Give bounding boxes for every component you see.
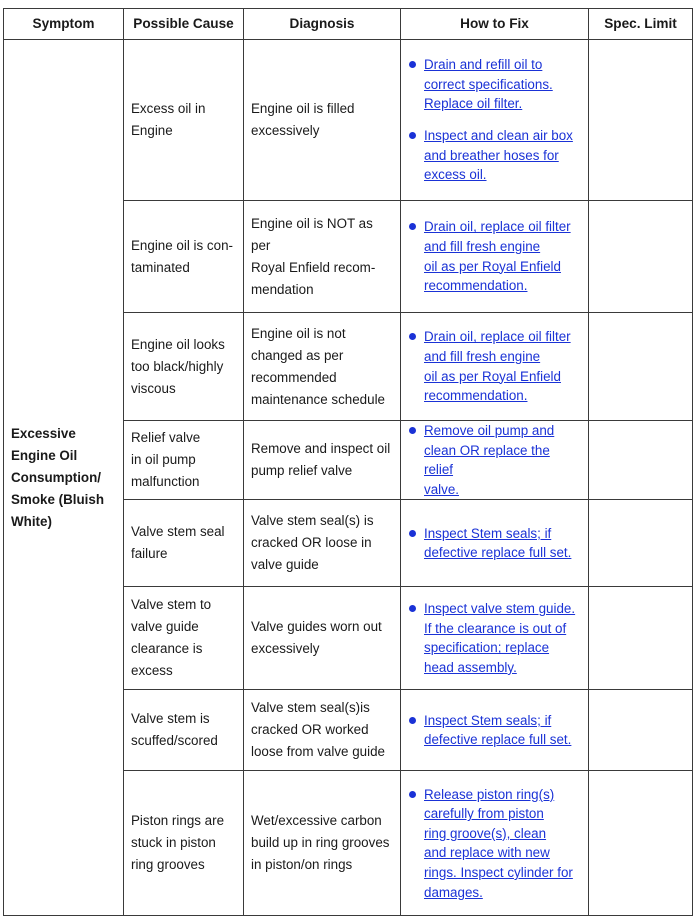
diagnosis-cell: Remove and inspect oil pump relief valve (244, 421, 401, 500)
symptom-cell: Excessive Engine Oil Consumption/ Smoke (Bluish White) (4, 40, 124, 916)
fix-list (408, 711, 581, 750)
fix-list (408, 785, 581, 903)
diagnosis-cell: Wet/excessive carbon build up in ring grooves in piston/on rings (244, 771, 401, 916)
fix-list (408, 524, 581, 563)
how-to-fix-cell (401, 690, 589, 771)
spec-limit-cell (589, 40, 693, 201)
header-symptom: Symptom (4, 9, 124, 40)
possible-cause-cell: Relief valve in oil pump malfunction (124, 421, 244, 500)
troubleshooting-table (3, 8, 693, 916)
header-possible-cause: Possible Cause (124, 9, 244, 40)
fix-list-item (408, 785, 581, 903)
fix-list-item (408, 599, 581, 677)
how-to-fix-cell (401, 313, 589, 421)
how-to-fix-cell (401, 771, 589, 916)
possible-cause-cell: Engine oil is con- taminated (124, 201, 244, 313)
how-to-fix-cell (401, 421, 589, 500)
diagnosis-cell: Engine oil is NOT as per Royal Enfield recom- mendation (244, 201, 401, 313)
fix-list (408, 327, 581, 405)
how-to-fix-cell (401, 40, 589, 201)
fix-list-item (408, 711, 581, 750)
spec-limit-cell (589, 771, 693, 916)
how-to-fix-cell (401, 500, 589, 587)
diagnosis-cell: Valve stem seal(s)is cracked OR worked loose from valve guide (244, 690, 401, 771)
bullet-icon (409, 132, 416, 139)
bullet-icon (409, 333, 416, 340)
fix-list (408, 421, 581, 499)
possible-cause-cell: Valve stem is scuffed/scored (124, 690, 244, 771)
spec-limit-cell (589, 500, 693, 587)
bullet-icon (409, 791, 416, 798)
fix-link[interactable]: Release piston ring(s) carefully from piston ring groove(s), clean and replace with new rings. Inspect cylinder for damages. (424, 786, 573, 900)
how-to-fix-cell (401, 587, 589, 690)
fix-link[interactable]: Inspect Stem seals; if defective replace full set. (424, 525, 572, 561)
table-body (4, 40, 693, 916)
fix-link[interactable]: Remove oil pump and clean OR replace the relief valve. (424, 423, 555, 497)
fix-list (408, 217, 581, 295)
spec-limit-cell (589, 690, 693, 771)
diagnosis-cell: Valve guides worn out excessively (244, 587, 401, 690)
header-spec-limit: Spec. Limit (589, 9, 693, 40)
header-how-to-fix: How to Fix (401, 9, 589, 40)
bullet-icon (409, 61, 416, 68)
spec-limit-cell (589, 201, 693, 313)
possible-cause-cell: Engine oil looks too black/highly viscous (124, 313, 244, 421)
bullet-icon (409, 223, 416, 230)
possible-cause-cell: Excess oil in Engine (124, 40, 244, 201)
diagnosis-cell: Valve stem seal(s) is cracked OR loose in valve guide (244, 500, 401, 587)
fix-list (408, 55, 581, 185)
fix-list-item (408, 217, 581, 295)
bullet-icon (409, 427, 416, 434)
possible-cause-cell: Valve stem to valve guide clearance is excess (124, 587, 244, 690)
spec-limit-cell (589, 313, 693, 421)
bullet-icon (409, 605, 416, 612)
fix-link[interactable]: Inspect and clean air box and breather hoses for excess oil. (424, 128, 573, 183)
bullet-icon (409, 530, 416, 537)
possible-cause-cell: Valve stem seal failure (124, 500, 244, 587)
fix-list-item (408, 421, 581, 499)
fix-list-item (408, 327, 581, 405)
header-row (4, 9, 693, 40)
table-row (4, 40, 693, 201)
spec-limit-cell (589, 421, 693, 500)
fix-list-item (408, 55, 581, 114)
fix-list-item (408, 126, 581, 185)
diagnosis-cell: Engine oil is not changed as per recommended maintenance schedule (244, 313, 401, 421)
fix-link[interactable]: Drain oil, replace oil filter and fill fresh engine oil as per Royal Enfield recommendation. (424, 219, 571, 294)
fix-link[interactable]: Inspect valve stem guide. If the clearance is out of specification; replace head assembly. (424, 601, 576, 675)
fix-list (408, 599, 581, 677)
fix-link[interactable]: Inspect Stem seals; if defective replace full set. (424, 712, 572, 748)
fix-list-item (408, 524, 581, 563)
bullet-icon (409, 717, 416, 724)
possible-cause-cell: Piston rings are stuck in piston ring grooves (124, 771, 244, 916)
spec-limit-cell (589, 587, 693, 690)
fix-link[interactable]: Drain oil, replace oil filter and fill fresh engine oil as per Royal Enfield recommendation. (424, 329, 571, 404)
how-to-fix-cell (401, 201, 589, 313)
header-diagnosis: Diagnosis (244, 9, 401, 40)
diagnosis-cell: Engine oil is filled excessively (244, 40, 401, 201)
fix-link[interactable]: Drain and refill oil to correct specifications. Replace oil filter. (424, 57, 553, 112)
